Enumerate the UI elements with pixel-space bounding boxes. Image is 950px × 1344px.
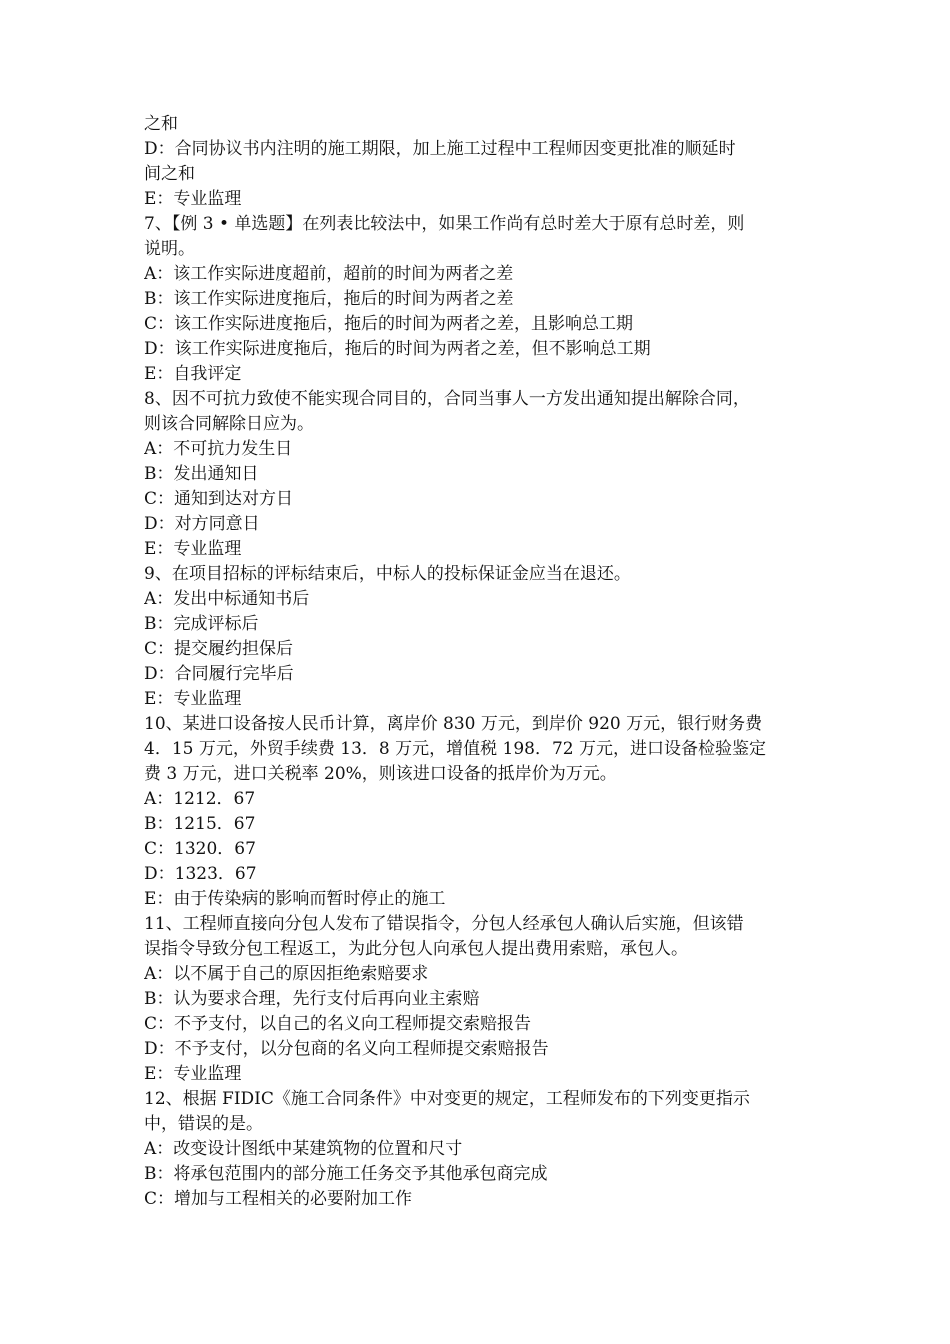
- text-line: 误指令导致分包工程返工，为此分包人向承包人提出费用索赔，承包人。: [144, 939, 688, 959]
- text-line: B：1215．67: [144, 814, 256, 834]
- text-line: E：自我评定: [144, 364, 242, 384]
- text-line: C：该工作实际进度拖后，拖后的时间为两者之差，且影响总工期: [144, 314, 634, 334]
- text-line: B：该工作实际进度拖后，拖后的时间为两者之差: [144, 289, 514, 309]
- text-line: 则该合同解除日应为。: [144, 414, 314, 434]
- text-line: E：专业监理: [144, 689, 242, 709]
- text-line: 间之和: [144, 164, 195, 184]
- text-line: D：合同履行完毕后: [144, 664, 294, 684]
- text-line: 8、因不可抗力致使不能实现合同目的，合同当事人一方发出通知提出解除合同，: [144, 389, 750, 409]
- text-line: 4．15 万元，外贸手续费 13．8 万元，增值税 198．72 万元，进口设备检验鉴定: [144, 739, 766, 759]
- text-line: E：专业监理: [144, 189, 242, 209]
- text-line: C：增加与工程相关的必要附加工作: [144, 1189, 413, 1209]
- document-page: [144, 112, 810, 1212]
- text-line: D：对方同意日: [144, 514, 260, 534]
- text-line: B：发出通知日: [144, 464, 259, 484]
- text-line: 11、工程师直接向分包人发布了错误指令，分包人经承包人确认后实施，但该错: [144, 914, 744, 934]
- text-line: C：1320．67: [144, 839, 256, 859]
- text-line: C：通知到达对方日: [144, 489, 294, 509]
- text-line: C：提交履约担保后: [144, 639, 294, 659]
- text-line: 中，错误的是。: [144, 1114, 263, 1134]
- text-line: D：不予支付，以分包商的名义向工程师提交索赔报告: [144, 1039, 549, 1059]
- text-line: A：1212．67: [144, 789, 256, 809]
- text-line: 7、【例 3 • 单选题】在列表比较法中，如果工作尚有总时差大于原有总时差，则: [144, 214, 745, 234]
- text-line: 9、在项目招标的评标结束后，中标人的投标保证金应当在退还。: [144, 564, 631, 584]
- text-line: 说明。: [144, 239, 195, 259]
- text-line: B：完成评标后: [144, 614, 259, 634]
- text-line: 10、某进口设备按人民币计算，离岸价 830 万元，到岸价 920 万元，银行财务费: [144, 714, 763, 734]
- text-line: 之和: [144, 114, 178, 134]
- text-line: B：认为要求合理，先行支付后再向业主索赔: [144, 989, 480, 1009]
- text-line: B：将承包范围内的部分施工任务交予其他承包商完成: [144, 1164, 548, 1184]
- text-line: D：合同协议书内注明的施工期限，加上施工过程中工程师因变更批准的顺延时: [144, 139, 736, 159]
- text-line: 12、根据 FIDIC《施工合同条件》中对变更的规定，工程师发布的下列变更指示: [144, 1089, 750, 1109]
- text-line: E：专业监理: [144, 539, 242, 559]
- text-line: D：1323．67: [144, 864, 257, 884]
- text-line: A：改变设计图纸中某建筑物的位置和尺寸: [144, 1139, 463, 1159]
- text-line: D：该工作实际进度拖后，拖后的时间为两者之差，但不影响总工期: [144, 339, 651, 359]
- text-line: A：以不属于自己的原因拒绝索赔要求: [144, 964, 429, 984]
- text-line: C：不予支付，以自己的名义向工程师提交索赔报告: [144, 1014, 532, 1034]
- text-line: A：该工作实际进度超前，超前的时间为两者之差: [144, 264, 514, 284]
- text-line: A：发出中标通知书后: [144, 589, 310, 609]
- text-line: E：专业监理: [144, 1064, 242, 1084]
- text-line: 费 3 万元，进口关税率 20%，则该进口设备的抵岸价为万元。: [144, 764, 617, 784]
- text-line: E：由于传染病的影响而暂时停止的施工: [144, 889, 446, 909]
- text-line: A：不可抗力发生日: [144, 439, 293, 459]
